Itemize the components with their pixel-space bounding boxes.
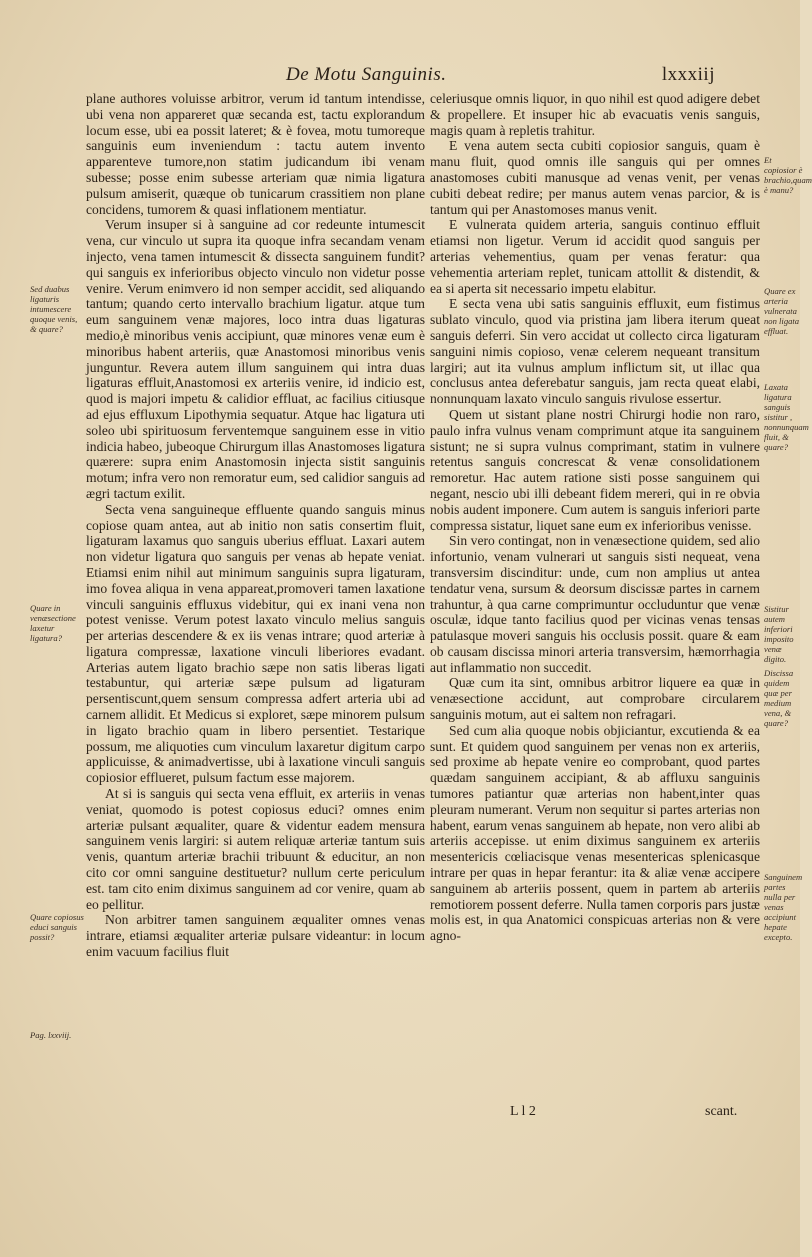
page-footer xyxy=(0,1104,800,1124)
page-number: lxxxiij xyxy=(661,64,715,85)
left-column xyxy=(86,91,425,960)
margin-note: Quare ex arteria vulnerata non ligata effluat. xyxy=(764,286,800,336)
margin-note: Laxata ligatura sanguis sistitur , nonnunquam fluit, & quare? xyxy=(764,382,809,452)
paragraph: Quæ cum ita sint, omnibus arbitror liquere ea quæ in venæsectione accidunt, aut comprobare circularem sanguinis motum, aut ei saltem non refragari. xyxy=(430,675,760,723)
paragraph: E vena autem secta cubiti copiosior sanguis, quam è manu fluit, quod omnis ille sanguis qui per omnes anastomoses cubiti manusque ad venas venit, per venas cubiti debeat redire; per manus autem venas parcior, & is tantum qui per Anastomoses manus venit. xyxy=(430,138,760,217)
paragraph: Secta vena sanguineque effluente quando sanguis minus copiose quam antea, aut ab initio non satis consertim fluit, ligaturam laxamus quo sanguis uberius effluat. Laxari autem non videtur ligatura quo sanguis per venas ab hepate veniat. Etiamsi enim nihil aut minimum sanguinis supra ligaturam, imo fovea aliqua in vena appareat,promoveri tamen laxatione vinculi sanguinis effluxus videbitur, qui ex inani vena non potest venisse. Verum potest laxato vinculo melius sanguis per arterias descendere & ex iis venas intrare; quod arteriæ à ligatura compressæ, laxatione vinculi liberiores evadant. Arterias autem ligato brachio sæpe non satis liberas ligati testabuntur, qui arteriæ sæpe pulsum ad ligaturam persentiscunt,quem sensum compressa adfert arteria ubi ad carnem allidit. Et Medicus si exploret, sæpe minorem pulsum in ligato brachio quam in libero persentiet. Testarique possum, me aliquoties cum vinculum laxaretur digitum carpo applicuisse, & animadvertisse, ubi à laxatione vinculi sanguis copiosior efflueret, pulsum factum esse majorem. xyxy=(86,501,425,786)
paragraph: Non arbitrer tamen sanguinem æqualiter omnes venas intrare, etiamsi æqualiter arteriæ pulsare videantur: in locum enim vacuum facilius fluit xyxy=(86,912,425,960)
margin-note: Quare in venæsectione laxetur ligatura? xyxy=(30,603,76,643)
margin-note: Quare copiosus educi sanguis possit? xyxy=(30,912,84,942)
paragraph: At si is sanguis qui secta vena effluit, ex arteriis in venas veniat, quomodo is potest copiosus educi? omnes enim arteriæ pulsant æqualiter, quare & videntur eadem mensura sanguinem venis largiri: si autem reliquæ arteriæ tantum suis venis, quantum arteriæ brachii tribuunt & educitur, an non cito cor omni sanguine destituetur? nullum certe periculum est. tam cito enim diximus sanguinem ad cor venire, quam ab eo pellitur. xyxy=(86,786,425,912)
margin-note: Pag. lxxviij. xyxy=(30,1030,72,1040)
paragraph: Quem ut sistant plane nostri Chirurgi hodie non raro, paulo infra vulnus venam comprimunt atque ita sanguinem sistunt; ne si supra vulnus comprimant, statim in vulnere retentus sanguis concrescat & venæ consolidationem remoretur. Hac autem ratione sisti posse sanguinem qui negant, nescio ubi illi debeant fidem mereri, qui in re obvia nobis audent imponere. Cum autem is sanguis inferiori parte compressa sistatur, liquet sane eum ex inferioribus venisse. xyxy=(430,406,760,533)
paragraph: E vulnerata quidem arteria, sanguis continuo effluit etiamsi non ligetur. Verum id accidit quod sanguis per arterias vehementius, quam per venas feratur: qua vehementia arteriam replet, tunicam attollit & distendit, & ea si aperta sit necessario impetu elabitur. xyxy=(430,217,760,296)
paragraph: celeriusque omnis liquor, in quo nihil est quod adigere debet & propellere. Et insuper hic ab evacuatis venis sanguis, magis quam à repletis trahitur. xyxy=(430,91,760,138)
paragraph: Sin vero contingat, non in venæsectione quidem, sed alio infortunio, venam vulnerari ut sanguis sisti nequeat, vena transversim discinditur: unde, cum non amplius ut antea tendatur vena, sursum & deorsum discissæ partes in carnem trahuntur, à qua carne comprimuntur occluduntur que venæ osculæ, idque tanto facilius quod per vicinas venas tensas patulasque moveri sanguis his occlusis possit. quare & eam ob causam discissa minori arteria transversim, hæmorrhagia aut inflammatio non succedit. xyxy=(430,533,760,675)
running-head xyxy=(0,64,800,88)
margin-note: Sistitur autem inferiori imposito venæ digito. xyxy=(764,604,794,664)
signature-mark: L l 2 xyxy=(510,1104,536,1119)
paragraph: Sed cum alia quoque nobis objiciantur, excutienda & ea sunt. Et quidem quod sanguinem per venas non ex arteriis, sed proxime ab hepate venire eo comprobant, quod partes quædam sanguinem accipiant, & ab affluxu sanguinis tumores patiantur quæ arterias non habent,inter quas pleuram numerant. Verum non sequitur si partes arterias non habent, earum venas sanguinem ab hepate, non vero alibi ab arteriis accepisse. ut enim diximus sanguinem ex arteriis mesentericis cœliacisque venas mesentericas splenicasque intrare per quas in hepar ferantur: ita & aliæ venæ accipere sanguinem ab arteriis possent, quem in partem ab arteriis remotiorem possent deferre. Nulla tamen corporis pars justæ molis est, in qua Anatomici conspicuas arterias non & vere agno- xyxy=(430,722,760,944)
running-title: De Motu Sanguinis. xyxy=(286,64,447,85)
margin-note: Sed duabus ligaturis intumescere quoque venis, & quare? xyxy=(30,284,78,334)
margin-note: Sanguinem partes nulla per venas accipiunt hepate excepto. xyxy=(764,872,803,942)
paragraph: Verum insuper si à sanguine ad cor redeunte intumescit vena, cur vinculo ut supra ita quoque infra secandam venam injecto, vena tamen intumescit & dissecta sanguinem fundit? qui sanguis ex inferioribus objecto vinculo non videtur posse venire. Verum enimvero id non semper accidit, sed aliquando tantum; quando certo intervallo brachium ligatur. atque tum eum sanguinem venæ majores, loco intra duas ligaturas medio,è minoribus venis accipiunt, quæ minores venæ eum è minoribus habent arteriis, quæ Anastomosi minoribus venis junguntur. Revera autem illum sanguinem qui intra duas ligaturas effluit,Anastomosi ex arteriis venire, id indicio est, quod is majori impetu & calidior effluat, ac facilius citiusque ad ejus effluxum Lipothymia sequatur. Atque hac ligatura uti soleo ubi spirituosum ferventemque sanguinem esse in vitio indicia habeo, jubeoque Chirurgum illas Anastomoses ligatura quærere: supra enim Anastomosin injecta sistit sanguinis motum; infra vero non remoratur eum, sed calidior sanguis ad ægri tactum exilit. xyxy=(86,217,425,501)
paragraph: plane authores voluisse arbitror, verum id tantum intendisse, ubi vena non appareret quæ secanda est, tactu explorandum locum esse, ubi ea possit lateret; & è fovea, motu tumoreque sanguinis eum inveniendum : tactu autem invento apparenteve tumore,non statim judicandum ibi venam subesse; posse enim subesse arteriam quæ nimia ligatura pulsum amiserit, quæque ob tunicarum crassitiem non plane concidens, tumorem & quasi inflationem mentiatur. xyxy=(86,91,425,217)
margin-note: Discissa quidem quæ per medium vena, & quare? xyxy=(764,668,794,728)
catchword: scant. xyxy=(705,1104,738,1119)
margin-note: Et copiosior è brachio,quam è manu? xyxy=(764,155,812,195)
paragraph: E secta vena ubi satis sanguinis effluxit, eum fistimus sublato vinculo, quod via pristina jam libera iterum queat sanguis deferri. Sin vero accidat ut collecto circa ligaturam sanguini nimis copioso, venæ celerem nequeant transitum largiri; aut ita vulnus amplum inflictum sit, ut illac qua conclusus antea deferebatur sanguis, jam recta queat elabi, nonnunquam laxato vinculo sanguis rivulose essertur. xyxy=(430,296,760,407)
right-column xyxy=(430,91,760,944)
